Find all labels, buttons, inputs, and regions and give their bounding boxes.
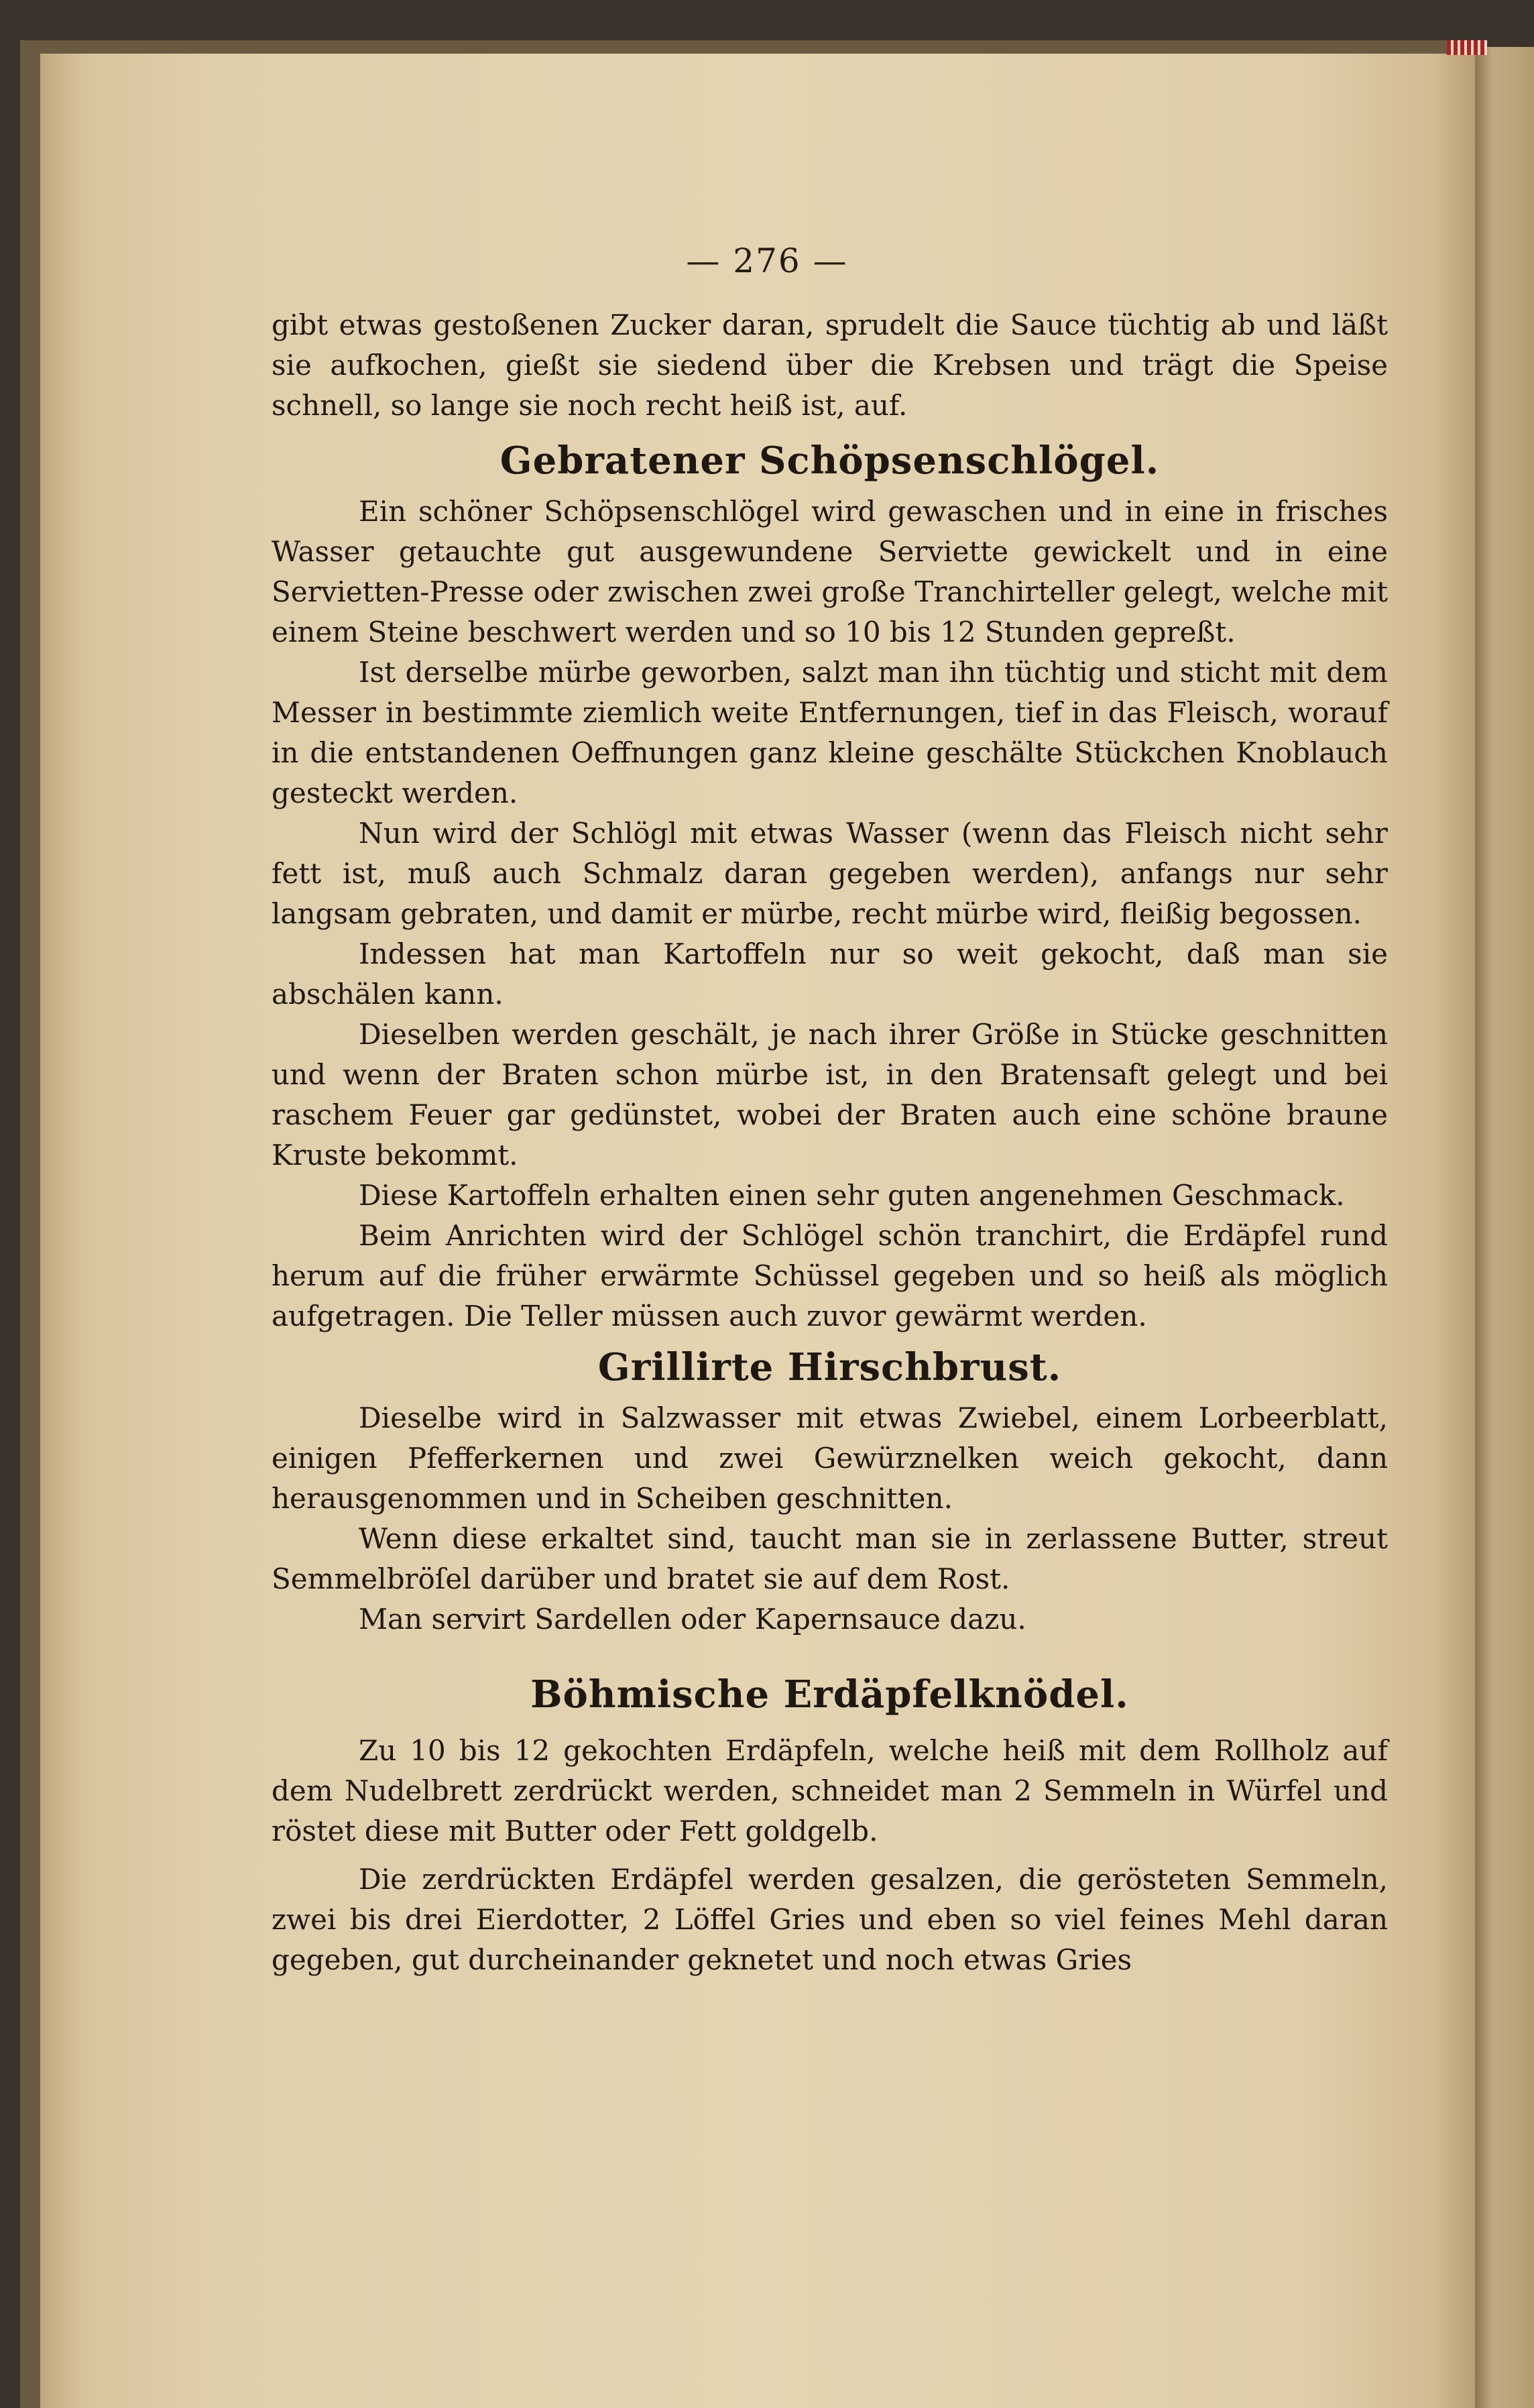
paragraph: Zu 10 bis 12 gekochten Erdäpfeln, welche heiß mit dem Rollholz auf dem Nudelbrett zerdrückt werden, schneidet man 2 Semmeln in Würfel und röstet diese mit Butter oder Fett goldgelb. (272, 1734, 1388, 1847)
paragraph: Ein schöner Schöpsenschlögel wird gewaschen und in eine in frisches Wasser getauchte gut ausgewundene Serviette gewickelt und in eine Servietten-Presse oder zwischen zwei große Tranchirteller gelegt, welche mit einem Steine beschwert werden und so 10 bis 12 Stunden gepreßt. (272, 495, 1388, 648)
recipe-heading: Böhmische Erdäpfelknödel. (530, 1672, 1129, 1717)
paragraph: Die zerdrückten Erdäpfel werden gesalzen, die gerösteten Semmeln, zwei bis drei Eierdotter, 2 Löffel Gries und eben so viel feines Mehl daran gegeben, gut durcheinander geknetet und noch etwas Gries (272, 1863, 1388, 1976)
paragraph: Diese Kartoffeln erhalten einen sehr guten angenehmen Geschmack. (359, 1179, 1345, 1212)
ribbon-marker (1447, 40, 1487, 55)
paragraph: Dieselben werden geschält, je nach ihrer Größe in Stücke geschnitten und wenn der Braten schon mürbe ist, in den Bratensaft gelegt und bei raschem Feuer gar gedünstet, wobei der Braten auch eine schöne braune Kruste bekommt. (272, 1018, 1388, 1171)
page-number: — 276 — (686, 241, 848, 280)
next-page-edge (1475, 47, 1534, 2408)
paragraph: Beim Anrichten wird der Schlögel schön tranchirt, die Erdäpfel rund herum auf die früher erwärmte Schüssel gegeben und so heiß als möglich aufgetragen. Die Teller müssen auch zuvor gewärmt werden. (272, 1219, 1388, 1332)
paragraph: gibt etwas gestoßenen Zucker daran, sprudelt die Sauce tüchtig ab und läßt sie aufkochen, gießt sie siedend über die Krebsen und trägt die Speise schnell, so lange sie noch recht heiß ist, auf. (272, 308, 1388, 422)
paragraph: Ist derselbe mürbe geworben, salzt man ihn tüchtig und sticht mit dem Messer in bestimmte ziemlich weite Entfernungen, tief in das Fleisch, worauf in die entstandenen Oeffnungen ganz kleine geschälte Stückchen Knoblauch gesteckt werden. (272, 656, 1388, 809)
page-content (272, 305, 1388, 1980)
paragraph: Man servirt Sardellen oder Kapernsauce dazu. (359, 1603, 1026, 1636)
recipe-heading: Gebratener Schöpsenschlögel. (499, 439, 1160, 483)
paragraph: Wenn diese erkaltet sind, taucht man sie in zerlassene Butter, streut Semmelbröſel darüber und bratet sie auf dem Rost. (272, 1522, 1388, 1595)
paragraph: Dieselbe wird in Salzwasser mit etwas Zwiebel, einem Lorbeerblatt, einigen Pfefferkernen und zwei Gewürznelken weich gekocht, dann herausgenommen und in Scheiben geschnitten. (272, 1401, 1388, 1515)
recipe-heading: Grillirte Hirschbrust. (597, 1345, 1062, 1389)
paragraph: Indessen hat man Kartoffeln nur so weit gekocht, daß man sie abschälen kann. (272, 937, 1388, 1011)
paragraph: Nun wird der Schlögl mit etwas Wasser (wenn das Fleisch nicht sehr fett ist, muß auch Schmalz daran gegeben werden), anfangs nur sehr langsam gebraten, und damit er mürbe, recht mürbe wird, fleißig begossen. (272, 817, 1388, 930)
